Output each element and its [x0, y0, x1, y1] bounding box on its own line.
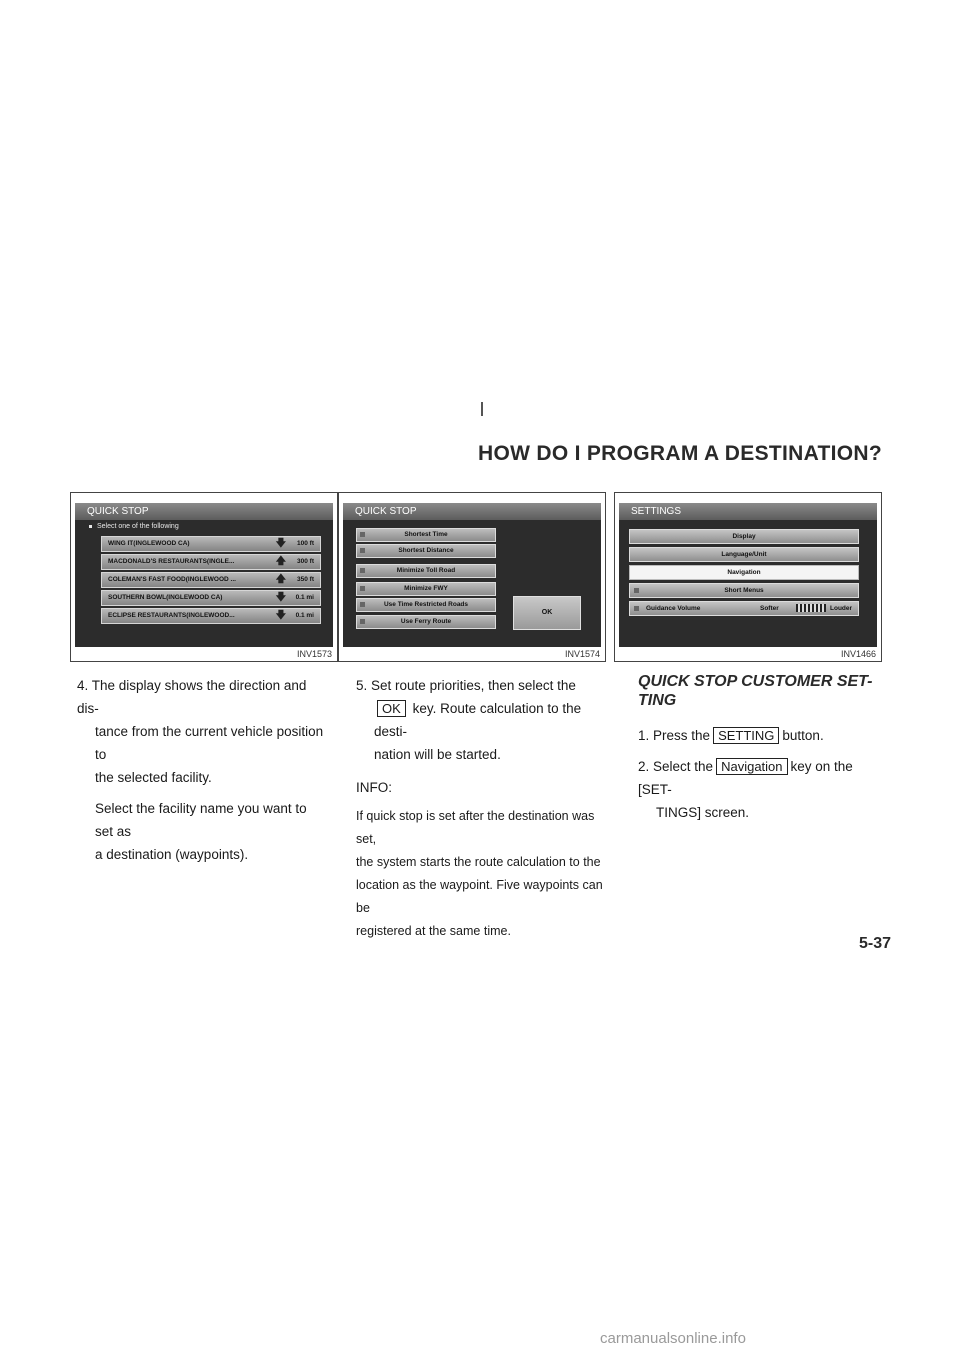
step-text: nation will be started.	[374, 747, 501, 762]
info-text: registered at the same time.	[356, 924, 511, 938]
ok-button[interactable]: OK	[513, 596, 581, 630]
screen-title: SETTINGS	[619, 503, 877, 520]
info-text: If quick stop is set after the destination was set,	[356, 809, 595, 846]
step-5	[356, 674, 606, 943]
checkbox-icon	[634, 588, 639, 593]
checkbox-icon	[360, 619, 365, 624]
guidance-volume-control[interactable]	[629, 601, 859, 616]
step-number: 5.	[356, 678, 368, 693]
checkbox-icon	[360, 532, 365, 537]
checkbox-icon	[360, 548, 365, 553]
poi-item[interactable]	[101, 572, 321, 588]
figure-settings	[614, 492, 882, 662]
step-text: TINGS] screen.	[656, 805, 750, 820]
checkbox-icon	[360, 602, 365, 607]
checkbox-icon	[634, 606, 639, 611]
customer-setting-steps	[638, 724, 888, 824]
subsection-title-line: QUICK STOP CUSTOMER SET-	[638, 673, 873, 690]
route-priorities-screen	[343, 503, 601, 647]
step-text: Press the	[653, 728, 711, 743]
screen-title: QUICK STOP	[343, 503, 601, 520]
step-text: key. Route calculation to the desti-	[374, 701, 582, 739]
item-label: Short Menus	[724, 587, 764, 594]
poi-item[interactable]	[101, 608, 321, 624]
figure-code: INV1466	[840, 649, 876, 659]
info-text: the system starts the route calculation to the	[356, 855, 601, 869]
poi-distance: 300 ft	[297, 558, 314, 565]
option-label: Use Ferry Route	[400, 618, 452, 625]
step-text: Set route priorities, then select the	[371, 678, 576, 693]
option-label: Shortest Distance	[398, 547, 454, 554]
option-label: Use Time Restricted Roads	[383, 601, 469, 608]
step-text: the selected facility.	[95, 770, 212, 785]
route-option[interactable]	[356, 615, 496, 629]
figure-route-priorities	[338, 492, 606, 662]
step-number: 1.	[638, 728, 650, 743]
route-option[interactable]	[356, 544, 496, 558]
route-option[interactable]	[356, 582, 496, 596]
option-label: Minimize FWY	[404, 585, 448, 592]
step-text: tance from the current vehicle position to	[95, 724, 324, 762]
section-title: HOW DO I PROGRAM A DESTINATION?	[478, 442, 883, 465]
watermark: carmanualsonline.info	[600, 1330, 746, 1347]
step-number: 4.	[77, 678, 89, 693]
settings-screen	[619, 503, 877, 647]
header-tick	[481, 402, 483, 416]
step-text: Select the facility name you want to set as	[95, 801, 307, 839]
figure-code: INV1573	[296, 649, 332, 659]
settings-item-navigation[interactable]: Navigation	[629, 565, 859, 580]
settings-item-display[interactable]: Display	[629, 529, 859, 544]
option-label: Minimize Toll Road	[396, 567, 456, 574]
step-text: button.	[782, 728, 824, 743]
info-text: location as the waypoint. Five waypoints can be	[356, 878, 603, 915]
subhead-text: Select one of the following	[97, 523, 179, 530]
step-text: a destination (waypoints).	[95, 847, 249, 862]
checkbox-icon	[360, 586, 365, 591]
navigation-key-label: Navigation	[716, 758, 787, 775]
figure-code: INV1574	[564, 649, 600, 659]
poi-distance: 0.1 mi	[295, 612, 314, 619]
poi-distance: 350 ft	[297, 576, 314, 583]
arrow-down-icon: 🡇	[275, 592, 286, 603]
poi-name: COLEMAN'S FAST FOOD(INGLEWOOD ...	[108, 576, 236, 583]
screen-subhead	[89, 523, 179, 530]
arrow-up-icon: 🡅	[275, 574, 286, 585]
arrow-down-icon: 🡇	[275, 538, 286, 549]
step-text: key on the [SET-	[638, 759, 853, 797]
poi-name: MACDONALD'S RESTAURANTS(INGLE...	[108, 558, 235, 565]
step-text: Select the	[653, 759, 714, 774]
poi-distance: 100 ft	[297, 540, 314, 547]
volume-softer-label: Softer	[760, 605, 779, 612]
checkbox-icon	[360, 568, 365, 573]
ok-key-label: OK	[377, 700, 406, 717]
setting-key-label: SETTING	[713, 727, 779, 744]
arrow-up-icon: 🡅	[275, 556, 286, 567]
figure-quick-stop-list	[70, 492, 338, 662]
poi-name: ECLIPSE RESTAURANTS(INGLEWOOD...	[108, 612, 235, 619]
route-option[interactable]	[356, 528, 496, 542]
route-option[interactable]	[356, 564, 496, 578]
step-number: 2.	[638, 759, 650, 774]
step-4	[77, 674, 327, 866]
option-label: Shortest Time	[404, 531, 448, 538]
screen-title: QUICK STOP	[75, 503, 333, 520]
info-label: INFO:	[356, 780, 392, 795]
subsection-title	[638, 672, 888, 710]
poi-item[interactable]	[101, 536, 321, 552]
route-option[interactable]	[356, 598, 496, 612]
volume-label: Guidance Volume	[646, 605, 701, 612]
volume-scale-icon[interactable]	[796, 604, 826, 612]
poi-name: SOUTHERN BOWL(INGLEWOOD CA)	[108, 594, 223, 601]
poi-item[interactable]	[101, 554, 321, 570]
poi-item[interactable]	[101, 590, 321, 606]
poi-distance: 0.1 mi	[295, 594, 314, 601]
settings-item-language-unit[interactable]: Language/Unit	[629, 547, 859, 562]
volume-louder-label: Louder	[830, 605, 853, 612]
quick-stop-list-screen	[75, 503, 333, 647]
step-text: The display shows the direction and dis-	[77, 678, 307, 716]
settings-item-short-menus[interactable]	[629, 583, 859, 598]
subsection-title-line: TING	[638, 692, 677, 709]
arrow-down-icon: 🡇	[275, 610, 286, 621]
poi-name: WING IT(INGLEWOOD CA)	[108, 540, 190, 547]
page-number: 5-37	[858, 935, 891, 952]
bullet-icon	[89, 525, 92, 528]
